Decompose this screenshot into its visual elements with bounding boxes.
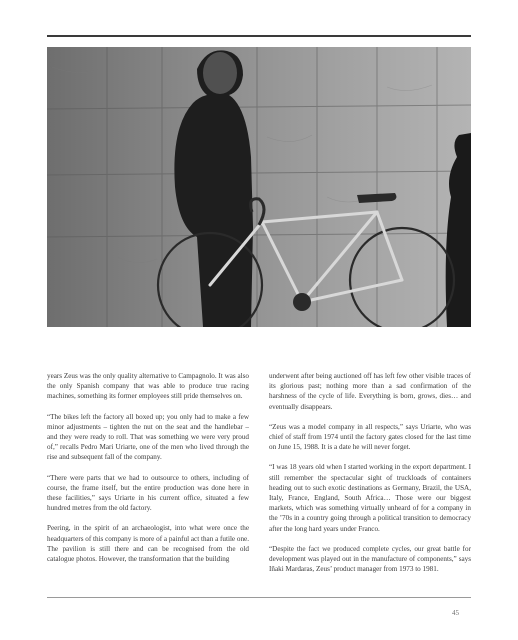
top-rule bbox=[47, 35, 471, 37]
paragraph: “Despite the fact we produced complete cycles, our great battle for development was played out in the manufacture of components,” says Iñaki Mardaras, Zeus’ product manager from 1973 to 1981. bbox=[269, 544, 471, 574]
paragraph: “I was 18 years old when I started working in the export department. I still remember the spectacular sight of truckloads of containers heading out to such exotic destinations as Germany, Brazil, the USA, Italy, France, England, South Africa… Those were our biggest markets, which was something virtually unheard of for a company in the ’70s in a country going through a political transition to democracy after the long hard years under Franco. bbox=[269, 463, 471, 533]
paragraph: “The bikes left the factory all boxed up; you only had to make a few minor adjustments – tighten the nut on the seat and the handlebar – and they were ready to roll. That was something we were very proud of,” recalls Pedro Mari Uriarte, one of the men who lived through the rise and subsequent fall of the company. bbox=[47, 412, 249, 462]
page-number: 45 bbox=[452, 609, 459, 617]
bottom-rule bbox=[47, 597, 471, 598]
paragraph: Peering, in the spirit of an archaeologist, into what were once the headquarters of this company is more of a painful act than a futile one. The pavilion is still there and can be recognised from the old catalogue photos. However, the transformation that the building bbox=[47, 524, 249, 564]
photo-man-with-racing-bicycle bbox=[47, 47, 471, 327]
paragraph: years Zeus was the only quality alternative to Campagnolo. It was also the only Spanish company that was able to produce true racing machines, something its former employees still pride themselves on. bbox=[47, 372, 249, 401]
right-text-column bbox=[269, 371, 471, 584]
left-text-column bbox=[47, 371, 249, 574]
paragraph: underwent after being auctioned off has left few other visible traces of its glorious past; nothing more than a sad confirmation of the harshness of the cycle of life. Everything is born, grows, dies… and eventually disappears. bbox=[269, 372, 471, 411]
paragraph: “There were parts that we had to outsource to others, including of course, the frame itself, but the entire production was done here in these facilities,” says Uriarte in his current office, situated a few hundred metres from the old factory. bbox=[47, 473, 249, 513]
paragraph: “Zeus was a model company in all respects,” says Uriarte, who was chief of staff from 1974 until the factory gates closed for the last time on June 15, 1988. It is a date he will never forget. bbox=[269, 422, 471, 452]
